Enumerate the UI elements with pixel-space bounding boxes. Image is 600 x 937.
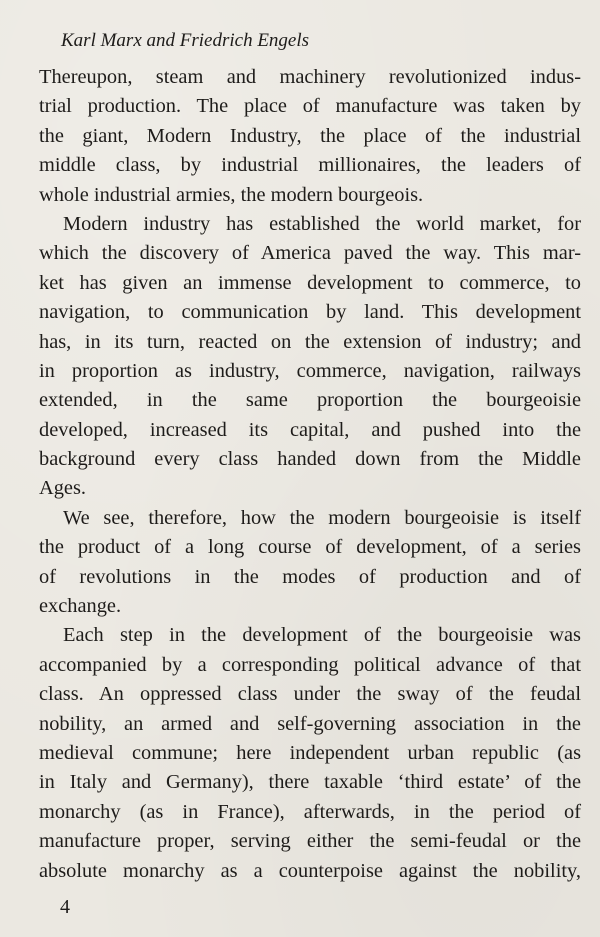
- text-line: which the discovery of America paved the way. This mar-: [39, 242, 581, 265]
- text-line: of revolutions in the modes of production and of: [39, 565, 581, 588]
- text-line: Each step in the development of the bourgeoisie was: [63, 624, 581, 647]
- text-line: in proportion as industry, commerce, navigation, railways: [39, 359, 581, 382]
- paragraph-3: [39, 504, 581, 622]
- text-line: ket has given an immense development to commerce, to: [39, 271, 581, 294]
- running-head: Karl Marx and Friedrich Engels: [61, 30, 310, 51]
- text-line: medieval commune; here independent urban republic (as: [39, 741, 581, 764]
- text-line: Modern industry has established the world market, for: [63, 212, 581, 235]
- text-line: has, in its turn, reacted on the extension of industry; and: [39, 330, 581, 353]
- text-line: We see, therefore, how the modern bourgeoisie is itself: [63, 506, 581, 529]
- text-line: Ages.: [39, 477, 87, 500]
- page-number: 4: [60, 896, 70, 918]
- text-line: class. An oppressed class under the sway of the feudal: [39, 683, 581, 706]
- text-line: exchange.: [39, 595, 122, 618]
- text-line: background every class handed down from the Middle: [39, 448, 581, 471]
- text-line: absolute monarchy as a counterpoise against the nobility,: [39, 859, 581, 882]
- text-line: the giant, Modern Industry, the place of the industrial: [39, 124, 581, 147]
- text-line: extended, in the same proportion the bourgeoisie: [39, 389, 581, 412]
- text-line: navigation, to communication by land. This development: [39, 301, 581, 324]
- text-line: in Italy and Germany), there taxable ‘third estate’ of the: [39, 771, 581, 794]
- text-line: Thereupon, steam and machinery revolutionized indus-: [39, 66, 581, 88]
- text-line: trial production. The place of manufacture was taken by: [39, 95, 581, 118]
- text-line: monarchy (as in France), afterwards, in the period of: [39, 800, 581, 823]
- paragraph-1: [39, 63, 581, 210]
- paragraph-4: [39, 621, 581, 886]
- text-line: the product of a long course of development, of a series: [39, 536, 581, 559]
- text-line: nobility, an armed and self-governing association in the: [39, 712, 581, 735]
- text-line: middle class, by industrial millionaires, the leaders of: [39, 154, 581, 177]
- body-text: [39, 63, 581, 886]
- text-line: developed, increased its capital, and pushed into the: [39, 418, 581, 441]
- text-line: accompanied by a corresponding political advance of that: [39, 653, 581, 676]
- paragraph-2: [39, 210, 581, 504]
- text-line: manufacture proper, serving either the semi-feudal or the: [39, 830, 581, 853]
- text-line: whole industrial armies, the modern bourgeois.: [39, 183, 424, 206]
